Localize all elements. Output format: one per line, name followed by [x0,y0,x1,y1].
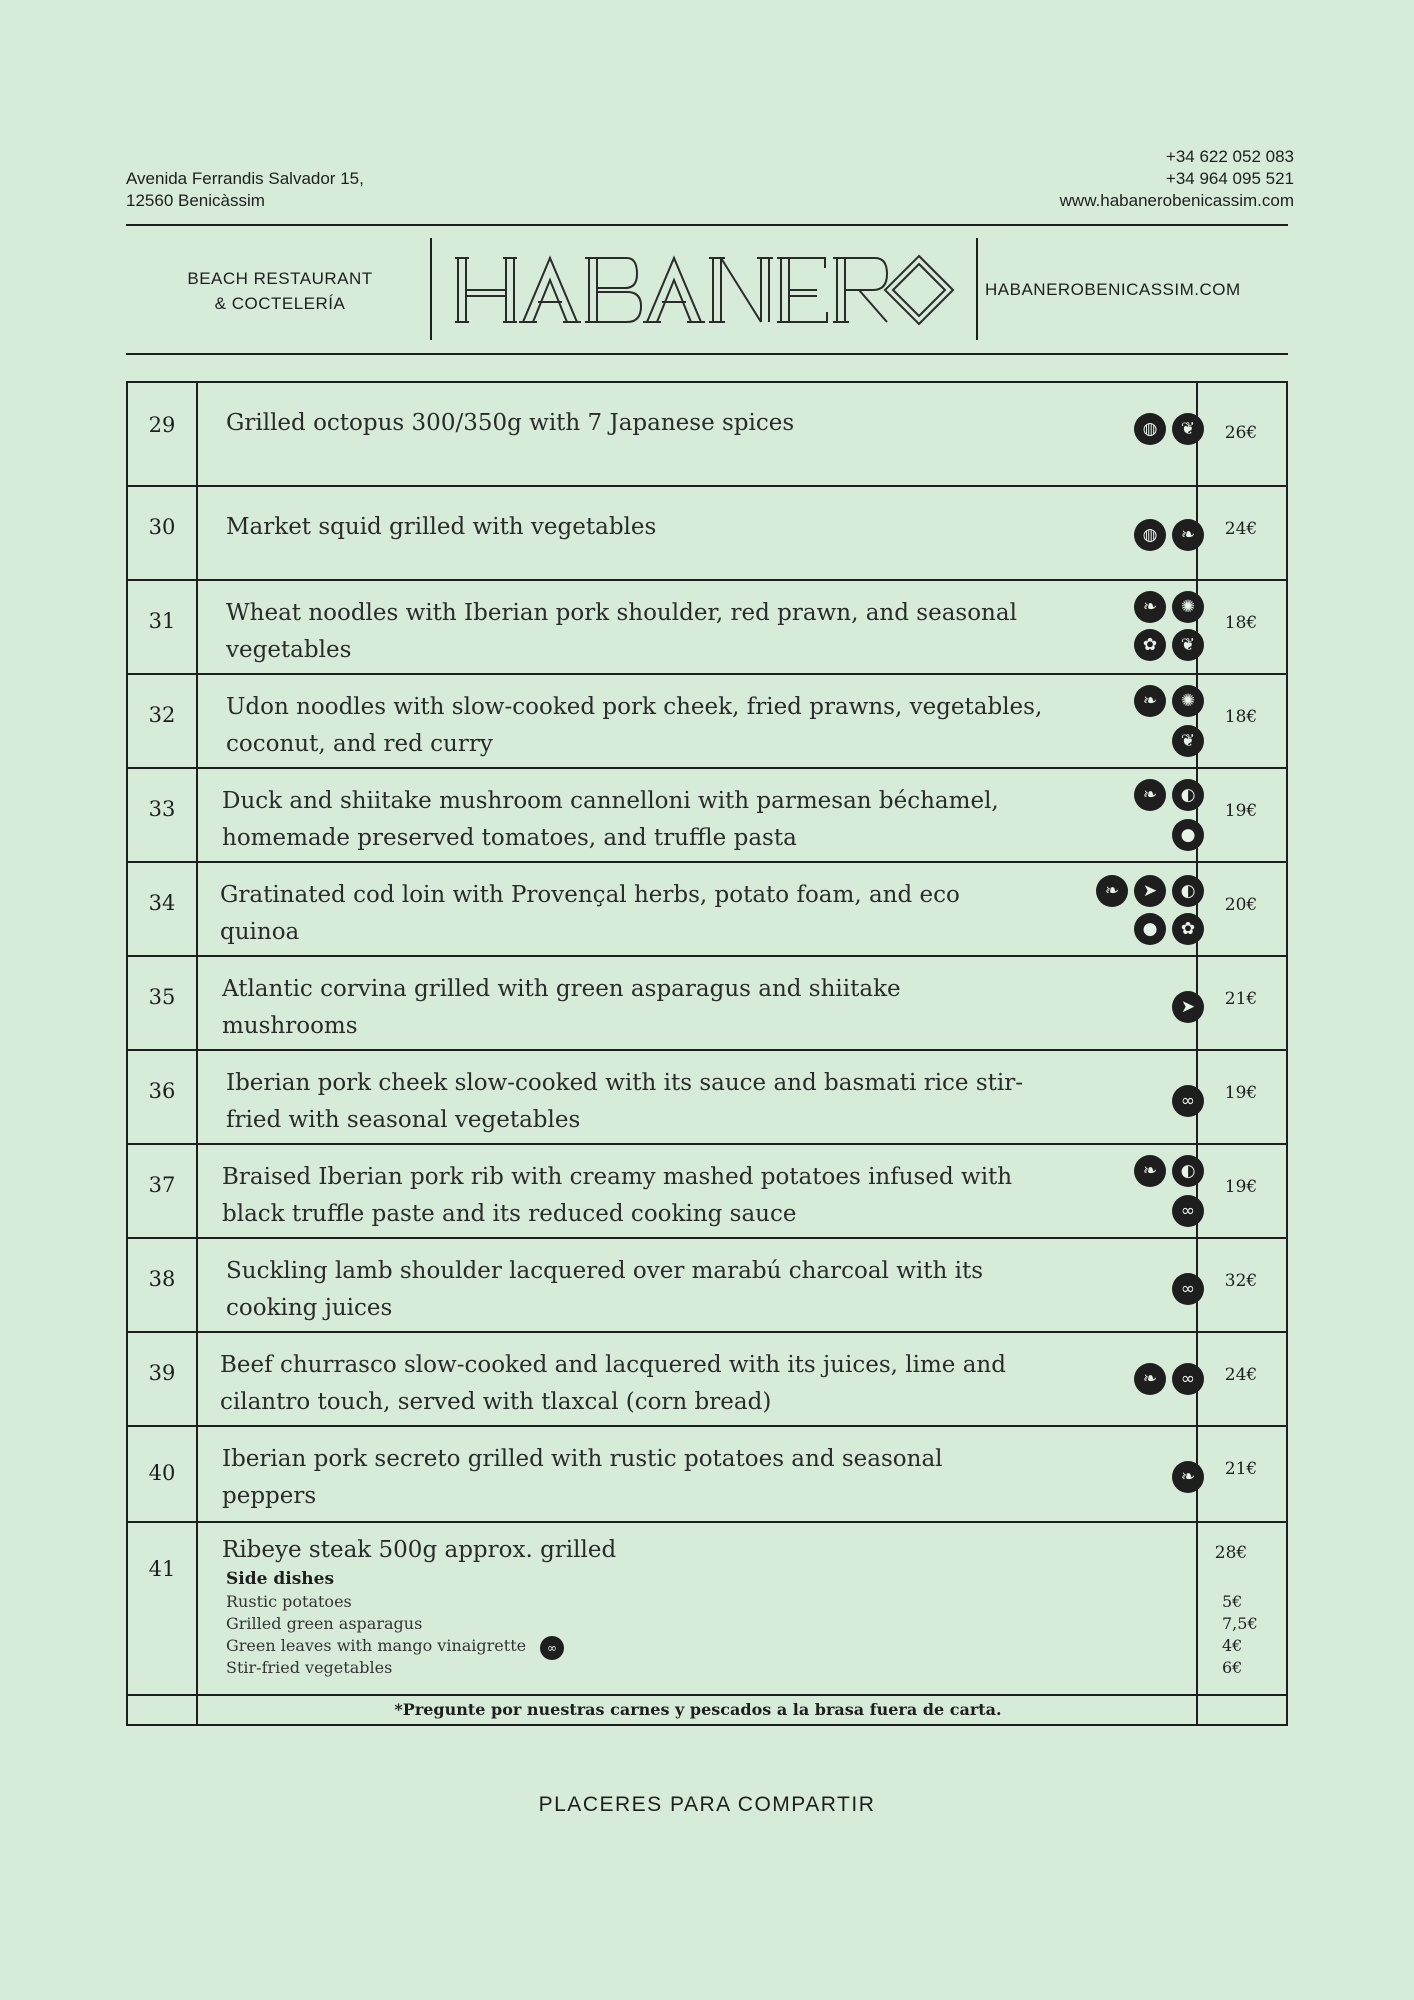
dish-price: 20€ [1224,895,1258,915]
dish-number: 30 [148,515,176,539]
tagline-line-1: BEACH RESTAURANT [187,269,373,288]
dish-number: 41 [148,1557,176,1581]
side-dish-price: 4€ [1222,1636,1243,1655]
egg-icon: ● [1134,913,1166,945]
gluten-icon: ❧ [1172,1461,1204,1493]
gluten-icon: ❧ [1172,519,1204,551]
habanero-logo [455,250,955,330]
menu-row [126,1049,1288,1143]
fish-icon: ➤ [1172,991,1204,1023]
dish-price: 21€ [1224,1459,1258,1479]
gluten-icon: ❧ [1134,685,1166,717]
side-dishes-prices [1222,1591,1258,1679]
dish-description: Market squid grilled with vegetables [226,514,657,540]
dish-price: 19€ [1224,801,1258,821]
header-separator-left [430,238,432,340]
dish-description: Gratinated cod loin with Provençal herbs, potato foam, and eco quinoa [220,882,960,945]
header-divider-bottom [126,353,1288,355]
dish-price: 18€ [1224,707,1258,727]
gluten-icon: ❧ [1096,875,1128,907]
shellfish-icon: ◍ [1134,519,1166,551]
shellfish-icon: ◍ [1134,413,1166,445]
dish-price: 19€ [1224,1177,1258,1197]
milk-icon: ◐ [1172,875,1204,907]
menu-row [126,673,1288,767]
dish-price: 26€ [1224,423,1258,443]
dish-number: 39 [148,1361,176,1385]
dish-number: 29 [148,413,176,437]
gluten-icon: ❧ [1134,1155,1166,1187]
dish-number: 31 [148,609,176,633]
dish-description: Duck and shiitake mushroom cannelloni with parmesan béchamel, homemade preserved tomatoes, and truffle pasta [222,788,999,851]
dish-description: Beef churrasco slow-cooked and lacquered with its juices, lime and cilantro touch, served with tlaxcal (corn bread) [220,1352,1006,1415]
dish-price: 24€ [1224,1365,1258,1385]
dish-description: Atlantic corvina grilled with green asparagus and shiitake mushrooms [222,976,901,1039]
sulphite-icon: ∞ [1172,1273,1204,1305]
dish-number: 34 [148,891,176,915]
contact-info [1060,146,1294,212]
menu-row [126,381,1288,485]
menu-row-footnote [126,1694,1288,1726]
dish-number: 37 [148,1173,176,1197]
dish-description: Wheat noodles with Iberian pork shoulder, red prawn, and seasonal vegetables [226,600,1017,663]
side-dish-price: 5€ [1222,1592,1243,1611]
tagline-line-2: & COCTELERÍA [214,294,346,313]
crustacean-icon: ✺ [1172,591,1204,623]
menu-row [126,579,1288,673]
address [126,168,364,212]
menu-row-ribeye [126,1521,1288,1694]
phone-2[interactable]: +34 964 095 521 [1165,169,1294,188]
side-dish-name: Rustic potatoes [226,1592,352,1611]
dish-number: 33 [148,797,176,821]
crustacean-icon: ✺ [1172,685,1204,717]
gluten-icon: ❧ [1134,779,1166,811]
dish-description: Udon noodles with slow-cooked pork cheek, fried prawns, vegetables, coconut, and red curry [226,694,1043,757]
gluten-icon: ❧ [1134,591,1166,623]
dish-number: 35 [148,985,176,1009]
dish-description: Suckling lamb shoulder lacquered over marabú charcoal with its cooking juices [226,1258,984,1321]
side-dishes-list [226,1591,526,1679]
footnote: *Pregunte por nuestras carnes y pescados a la brasa fuera de carta. [394,1700,1002,1719]
header-divider-top [126,224,1288,226]
menu-row [126,767,1288,861]
dish-number: 40 [148,1461,176,1485]
gluten-icon: ❧ [1134,1363,1166,1395]
dish-number: 32 [148,703,176,727]
fish-icon: ➤ [1134,875,1166,907]
dish-name: Ribeye steak 500g approx. grilled [222,1537,617,1563]
dish-description: Iberian pork secreto grilled with rustic potatoes and seasonal peppers [222,1446,943,1509]
sulphite-icon: ∞ [1172,1363,1204,1395]
dish-price: 24€ [1224,519,1258,539]
dish-price: 18€ [1224,613,1258,633]
address-line-1: Avenida Ferrandis Salvador 15, [126,169,364,188]
tagline [150,266,410,316]
egg-icon: ● [1172,819,1204,851]
menu-table [126,381,1288,1726]
side-dish-price: 7,5€ [1222,1614,1258,1633]
address-line-2: 12560 Benicàssim [126,191,265,210]
header-separator-right [976,238,978,340]
menu-row [126,955,1288,1049]
menu-row [126,485,1288,579]
soy-icon: ✿ [1134,629,1166,661]
milk-icon: ◐ [1172,779,1204,811]
website-link-top[interactable]: www.habanerobenicassim.com [1059,191,1294,210]
sulphite-icon: ∞ [1172,1085,1204,1117]
side-dish-price: 6€ [1222,1658,1243,1677]
menu-row [126,861,1288,955]
dish-number: 36 [148,1079,176,1103]
website-link[interactable]: HABANEROBENICASSIM.COM [985,280,1241,299]
sesame-icon: ❦ [1172,725,1204,757]
milk-icon: ◐ [1172,1155,1204,1187]
sesame-icon: ❦ [1172,413,1204,445]
side-dishes-title: Side dishes [226,1569,335,1589]
dish-number: 38 [148,1267,176,1291]
dish-price: 28€ [1214,1543,1248,1563]
sulphite-icon: ∞ [1172,1195,1204,1227]
menu-row [126,1237,1288,1331]
menu-row [126,1143,1288,1237]
dish-description: Grilled octopus 300/350g with 7 Japanese spices [226,410,795,436]
menu-row [126,1425,1288,1521]
dish-price: 21€ [1224,989,1258,1009]
phone-1[interactable]: +34 622 052 083 [1165,147,1294,166]
dish-description: Iberian pork cheek slow-cooked with its sauce and basmati rice stir-fried with seasonal vegetables [226,1070,1024,1133]
sesame-icon: ❦ [1172,629,1204,661]
soy-icon: ✿ [1172,913,1204,945]
side-dish-name: Grilled green asparagus [226,1614,423,1633]
dish-price: 32€ [1224,1271,1258,1291]
section-title: PLACERES PARA COMPARTIR [538,1793,876,1816]
side-dish-name: Stir-fried vegetables [226,1658,393,1677]
sulphite-icon: ∞ [540,1636,564,1660]
dish-description: Braised Iberian pork rib with creamy mashed potatoes infused with black truffle paste and its reduced cooking sauce [222,1164,1013,1227]
menu-row [126,1331,1288,1425]
side-dish-name: Green leaves with mango vinaigrette [226,1636,527,1655]
dish-price: 19€ [1224,1083,1258,1103]
